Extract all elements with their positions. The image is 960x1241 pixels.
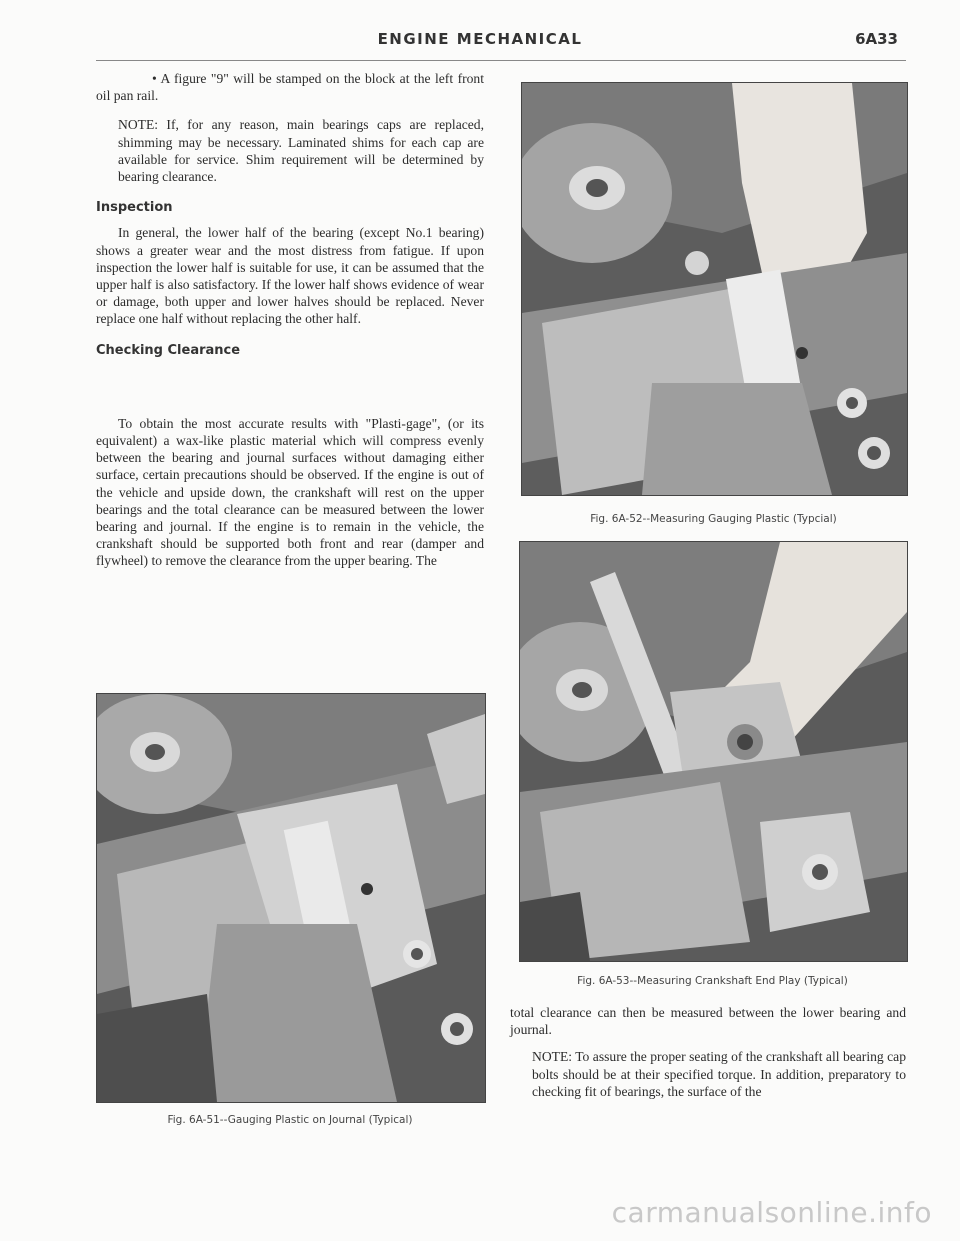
watermark-logo: carmanualsonline.info	[611, 1196, 932, 1229]
figure-6a-52-photo	[521, 82, 908, 496]
inspection-paragraph: In general, the lower half of the bearing (except No.1 bearing) shows a greater wear and the most distress from fatigue. If upon inspection the lower half is suitable for use, it can be assumed that the upper half is also satisfactory. If the lower half shows evidence of wear or damage, both upper and lower halves should be replaced. Never replace one half without replacing the other half.	[96, 225, 484, 327]
figure-6a-51-caption: Fig. 6A-51--Gauging Plastic on Journal (Typical)	[167, 1114, 413, 1126]
figure-6a-52-caption: Fig. 6A-52--Measuring Gauging Plastic (Typcial)	[590, 513, 837, 525]
figure-6a-51-photo	[96, 693, 486, 1103]
inspection-heading: Inspection	[96, 200, 173, 216]
page-number: 6A33	[855, 30, 898, 48]
note-text: NOTE: If, for any reason, main bearings caps are replaced, shimming may be necessary. Laminated shims for each cap are available for service. Shim requirement will be determined by bearing clearance.	[118, 117, 484, 185]
figure-6a-53-photo	[519, 541, 908, 962]
bullet-paragraph	[96, 70, 484, 104]
running-header-title: ENGINE MECHANICAL	[377, 30, 583, 48]
checking-clearance-paragraph: To obtain the most accurate results with "Plasti-gage", (or its equivalent) a wax-like plastic material which will compress evenly between the bearing and journal surfaces without damaging either surface, certain precautions should be observed. If the engine is out of the vehicle and upside down, the crankshaft will rest on the upper bearings and the total clearance can be measured between the lower bearing and journal. If the engine is to remain in the vehicle, the crankshaft should be supported both front and rear (damper and flywheel) to remove the clearance from the upper bearing. The	[96, 415, 484, 569]
figure-6a-53-caption: Fig. 6A-53--Measuring Crankshaft End Play (Typical)	[577, 975, 848, 987]
checking-clearance-heading: Checking Clearance	[96, 342, 241, 358]
note-text-2: NOTE: To assure the proper seating of the crankshaft all bearing cap bolts should be at their specified torque. In addition, preparatory to checking fit of bearings, the surface of the	[532, 1049, 906, 1099]
right-column-text	[510, 1004, 906, 1100]
bullet-text: • A figure "9" will be stamped on the block at the left front oil pan rail.	[96, 71, 484, 104]
continued-paragraph: total clearance can then be measured between the lower bearing and journal.	[510, 1005, 906, 1038]
note-block-2	[532, 1048, 906, 1100]
left-column	[96, 0, 484, 570]
note-block	[118, 116, 484, 185]
